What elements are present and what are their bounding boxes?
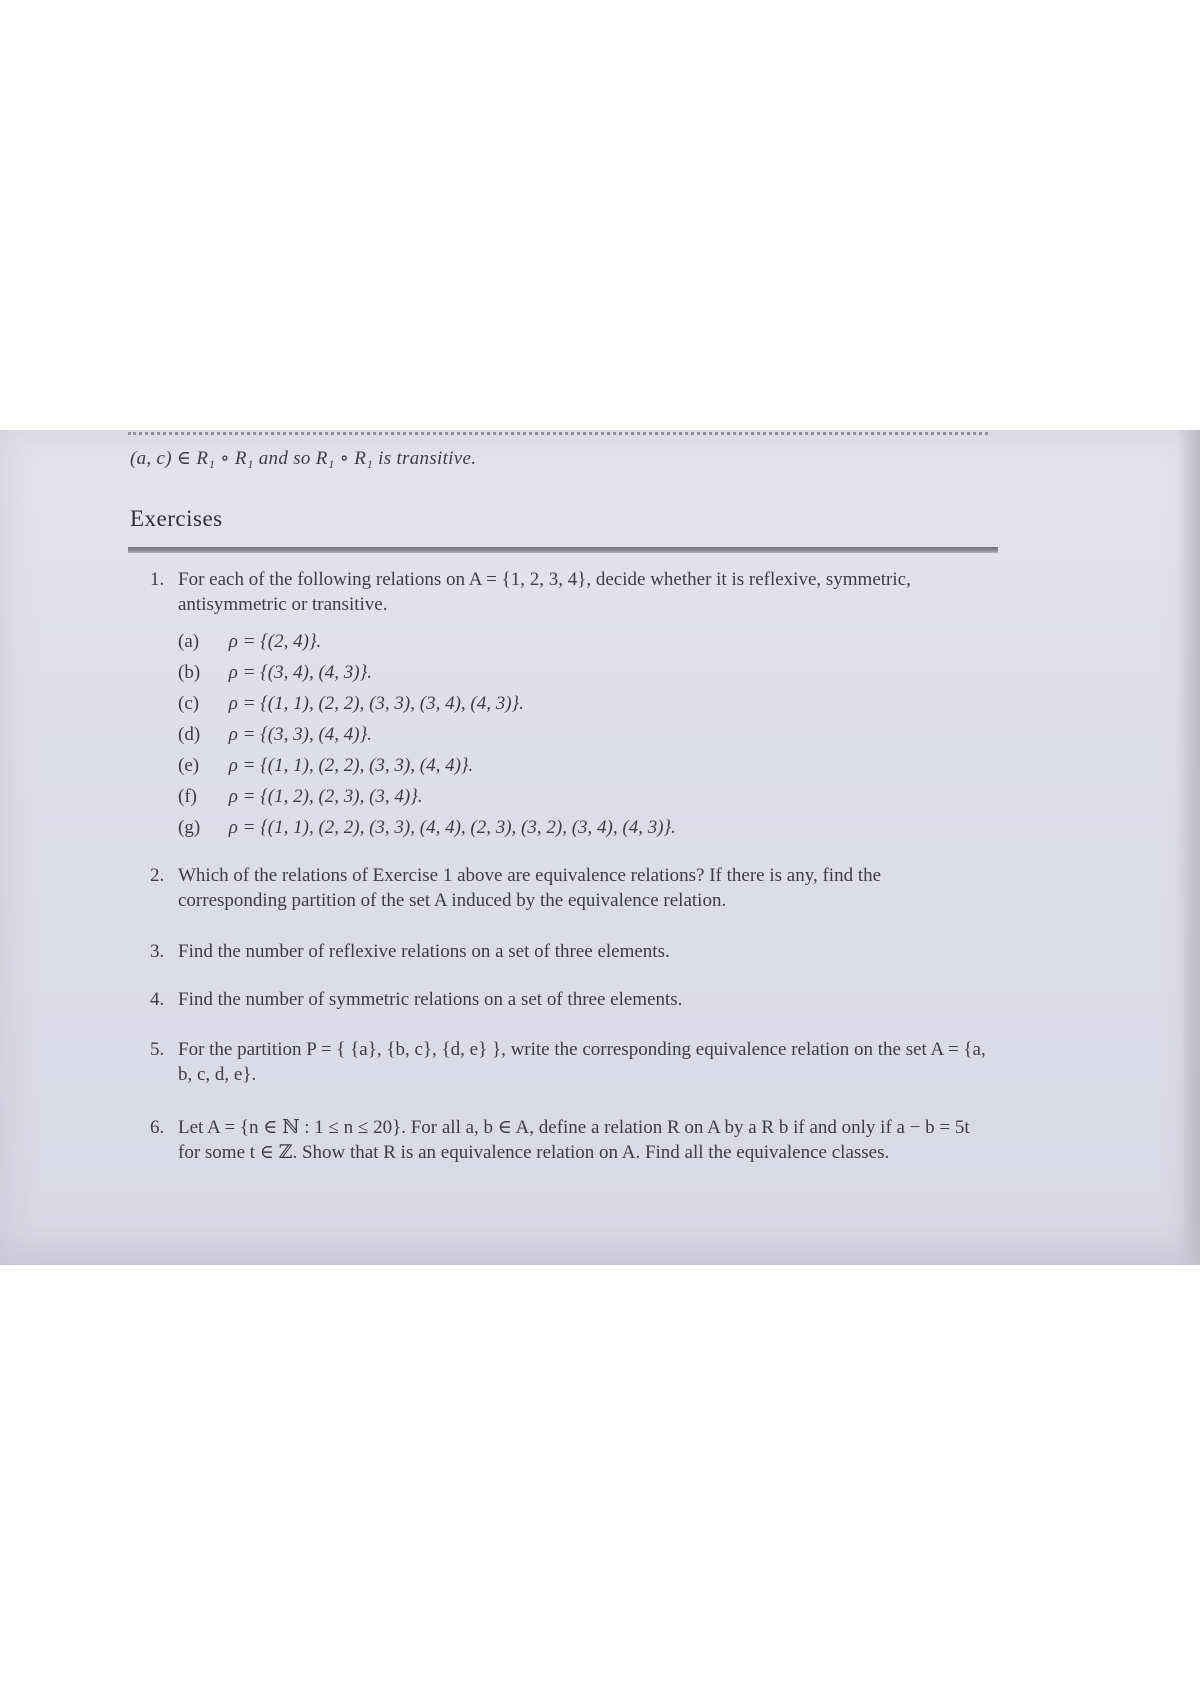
textbook-photo: [0, 430, 1200, 1265]
exercise-text: For each of the following relations on A = {1, 2, 3, 4}, decide whether it is reflexive, symmetric, antisymmetric or transitive.: [178, 569, 911, 615]
exercise-number: 6.: [150, 1117, 165, 1138]
exercise-number: 3.: [150, 941, 165, 962]
exercise-text: For the partition P = { {a}, {b, c}, {d, e} }, write the corresponding equivalence relation on the set A = {a, b, c, d, e}.: [178, 1039, 986, 1085]
exercise-5: [150, 1037, 990, 1087]
section-rule: [128, 547, 998, 553]
photo-bottom-shadow: [0, 1225, 1200, 1265]
part-label: (b): [178, 662, 201, 683]
part-label: (g): [178, 817, 201, 838]
part-label: (a): [178, 631, 200, 652]
part-text: ρ = {(2, 4)}.: [228, 631, 322, 652]
exercise-1-part-a: [178, 631, 321, 653]
part-label: (e): [178, 755, 200, 776]
exercise-3: [150, 939, 990, 964]
exercise-text: Let A = {n ∈ ℕ : 1 ≤ n ≤ 20}. For all a, b ∈ A, define a relation R on A by a R b if and only if a − b = 5t for some t ∈ ℤ. Show that R is an equivalence relation on A. Find all the equivalence classes.: [178, 1117, 970, 1163]
exercise-1: [150, 567, 990, 617]
part-text: ρ = {(3, 3), (4, 4)}.: [228, 724, 372, 745]
exercise-number: 5.: [150, 1039, 165, 1060]
exercise-6: [150, 1115, 990, 1165]
part-text: ρ = {(1, 2), (2, 3), (3, 4)}.: [228, 786, 423, 807]
exercise-1-part-c: [178, 693, 524, 715]
part-text: ρ = {(3, 4), (4, 3)}.: [228, 662, 372, 683]
exercise-text: Find the number of symmetric relations on a set of three elements.: [178, 989, 683, 1010]
exercise-2: [150, 863, 990, 913]
part-text: ρ = {(1, 1), (2, 2), (3, 3), (4, 4)}.: [228, 755, 474, 776]
continuation-line: (a, c) ∈ R₁ ∘ R₁ and so R₁ ∘ R₁ is transitive.: [130, 448, 477, 469]
exercise-text: Find the number of reflexive relations on a set of three elements.: [178, 941, 670, 962]
section-title: Exercises: [130, 506, 223, 531]
exercise-4: [150, 987, 990, 1012]
page-edge-shadow: [1178, 430, 1200, 1265]
exercise-1-part-g: [178, 817, 676, 839]
cut-off-previous-line: [128, 432, 988, 443]
part-label: (f): [178, 786, 197, 807]
exercise-1-part-b: [178, 662, 372, 684]
exercise-number: 1.: [150, 569, 165, 590]
part-text: ρ = {(1, 1), (2, 2), (3, 3), (4, 4), (2, 3), (3, 2), (3, 4), (4, 3)}.: [228, 817, 676, 838]
exercise-number: 2.: [150, 865, 165, 886]
exercise-1-part-f: [178, 786, 423, 808]
part-label: (d): [178, 724, 201, 745]
part-label: (c): [178, 693, 200, 714]
exercise-text: Which of the relations of Exercise 1 above are equivalence relations? If there is any, find the corresponding partition of the set A induced by the equivalence relation.: [178, 865, 882, 911]
exercise-number: 4.: [150, 989, 165, 1010]
part-text: ρ = {(1, 1), (2, 2), (3, 3), (3, 4), (4, 3)}.: [228, 693, 524, 714]
exercise-1-part-d: [178, 724, 372, 746]
exercise-1-part-e: [178, 755, 473, 777]
